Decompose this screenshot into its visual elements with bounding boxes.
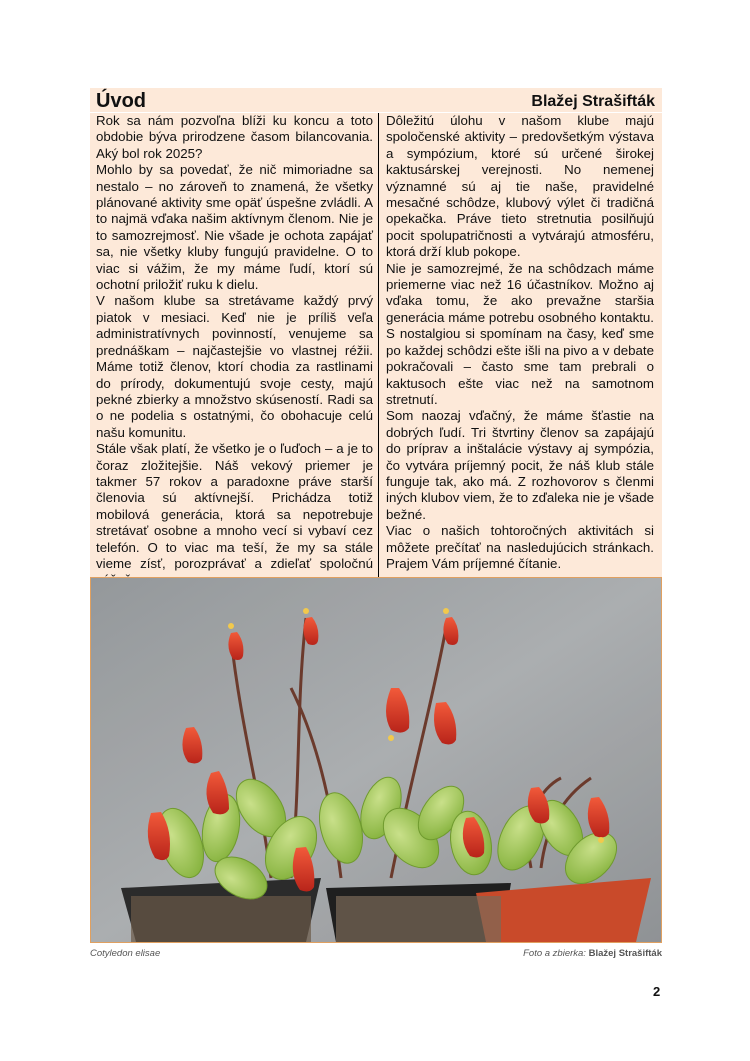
page-number: 2 [653,984,661,999]
paragraph: Viac o našich tohtoročných aktivitách si môžete prečítať na nasledujúcich stránkach. Prajem Vám príjemné čítanie. [386,523,654,571]
paragraph: V našom klube sa stretávame každý prvý piatok v mesiaci. Keď nie je príliš veľa administratívnych povinností, venujeme sa prednáškam – najčastejšie vo vlastnej réžii. Máme totiž členov, ktorí chodia za rastlinami do prírody, dokumentujú svoje cesty, majú pekné zbierky a množstvo skúseností. Radi sa o ne podelia s ostatnými, čo obohacuje celú našu komunitu. [96,293,373,440]
cotyledon-illustration [91,578,661,942]
left-column [96,113,373,589]
paragraph: Dôležitú úlohu v našom klube majú spoločenské aktivity – predovšetkým výstava a sympózium, ktoré sú určené širokej kaktusárskej verejnosti. No nemenej významné sú aj tie naše, pravidelné mesačné schôdze, klubový výlet či tradičná opekačka. Práve tieto stretnutia posilňujú pocit spolupatričnosti a vytvárajú atmosféru, ktorá drží klub pokope. [386,113,654,260]
paragraph: Stále však platí, že všetko je o ľuďoch – a je to čoraz zložitejšie. Náš vekový priemer je takmer 57 rokov a paradoxne práve starší členovia sú aktívnejší. Prichádza totiž mobilová generácia, ktorá sa nepotrebuje stretávať osobne a mnoho vecí si vybaví cez telefón. O to viac ma teší, že my sa stále vieme zísť, porozprávať a zdieľať spoločnú [96,441,373,571]
article-author: Blažej Strašifták [531,93,655,110]
text-columns [90,113,662,577]
paragraph: Mohlo by sa povedať, že nič mimoriadne sa nestalo – no zároveň to znamená, že všetky plánované aktivity sme opäť úspešne zvládli. A to najmä vďaka našim aktívnym členom. Nie je to samozrejmosť. Nie všade je ochota zapájať sa, nie všetky kluby fungujú pravidelne. O to viac si vážim, že my máme ľudí, ktorí sú ochotní priložiť ruku k dielu. [96,162,373,293]
right-column [386,113,654,572]
photo-caption: Cotyledon elisae [90,948,161,959]
article-title: Úvod [96,90,146,112]
plant-photo [90,577,662,943]
paragraph: Som naozaj vďačný, že máme šťastie na dobrých ľudí. Tri štvrtiny členov sa zapájajú do príprav a inštalácie výstavy aj sympózia, čo vytvára príjemný pocit, že náš klub stále funguje tak, ako má. Z rozhovorov s členmi iných klubov viem, že to zďaleka nie je všade bežné. [386,408,654,522]
photo-credit-name: Blažej Strašifták [588,948,662,959]
photo-credit-label: Foto a zbierka: [523,948,586,959]
photo-credit [523,948,662,959]
paragraph: Rok sa nám pozvoľna blíži ku koncu a toto obdobie býva prirodzene časom bilancovania. Aký bol rok 2025? [96,113,373,161]
paragraph: Nie je samozrejmé, že na schôdzach máme priemerne viac než 16 účastníkov. Možno aj vďaka tomu, že ako prevažne staršia generácia máme potrebu osobného kontaktu. S nostalgiou si spomínam na časy, keď sme po každej schôdzi ešte išli na pivo a v debate pokračovali – často sme tam prebrali o kaktusoch ešte viac než na samotnom stretnutí. [386,260,654,407]
column-divider [378,113,379,577]
article-header [90,88,662,112]
